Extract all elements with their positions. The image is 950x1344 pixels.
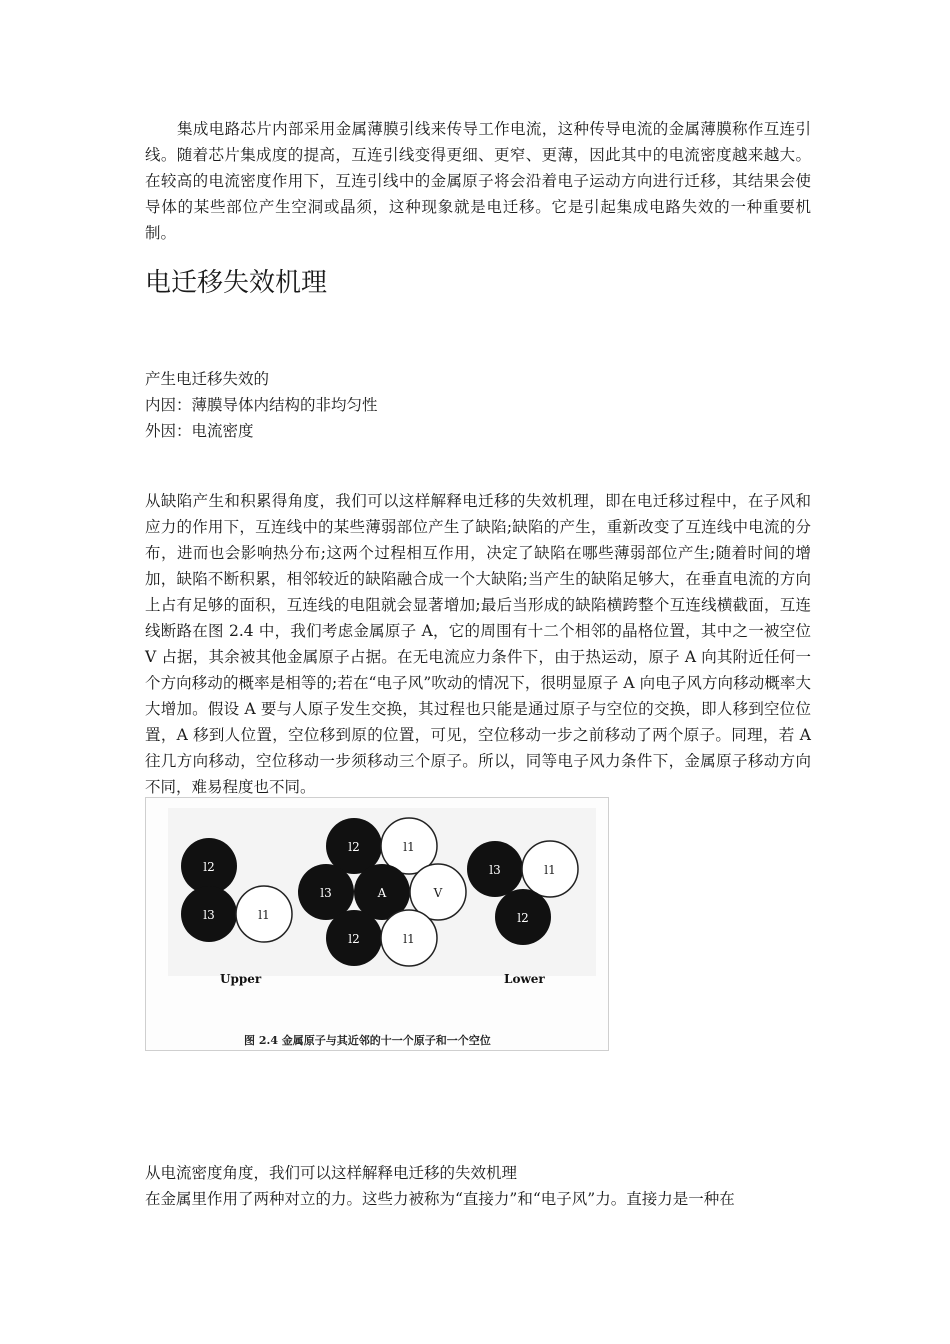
label-l2-lower: l2 <box>517 911 529 925</box>
label-l1-bottom: l1 <box>403 932 415 946</box>
causes-title: 产生电迁移失效的 <box>145 370 270 388</box>
label-l1-upper: l1 <box>258 908 270 922</box>
label-l3-lower: l3 <box>489 863 501 877</box>
density-line: 从电流密度角度，我们可以这样解释电迁移的失效机理 <box>145 1164 518 1182</box>
label-l1-lower: l1 <box>544 863 556 877</box>
section-heading: 电迁移失效机理 <box>145 268 328 298</box>
atom-diagram <box>146 798 608 1050</box>
lower-label: Lower <box>504 972 545 986</box>
atom-vacancy-figure <box>145 797 609 1051</box>
label-v: V <box>433 886 443 900</box>
label-l2-upper: l2 <box>203 860 215 874</box>
internal-cause: 内因：薄膜导体内结构的非均匀性 <box>145 396 378 414</box>
external-cause: 外因：电流密度 <box>145 422 254 440</box>
forces-paragraph: 在金属里作用了两种对立的力。这些力被称为“直接力”和“电子风”力。直接力是一种在 <box>145 1190 735 1208</box>
label-l3-center: l3 <box>320 886 332 900</box>
label-l1-top: l1 <box>403 840 415 854</box>
label-a: A <box>377 886 387 900</box>
label-l2-bottom: l2 <box>348 932 360 946</box>
figure-caption: 图 2.4 金属原子与其近邻的十一个原子和一个空位 <box>244 1034 491 1047</box>
label-l3-upper: l3 <box>203 908 215 922</box>
label-l2-top: l2 <box>348 840 360 854</box>
intro-paragraph: 集成电路芯片内部采用金属薄膜引线来传导工作电流，这种传导电流的金属薄膜称作互连引线。随着芯片集成度的提高，互连引线变得更细、更窄、更薄，因此其中的电流密度越来越大。在较高的电流密度作用下，互连引线中的金属原子将会沿着电子运动方向进行迁移，其结果会使导体的某些部位产生空洞或晶须，这种现象就是电迁移。它是引起集成电路失效的一种重要机制。 <box>145 120 811 242</box>
defect-paragraph: 从缺陷产生和积累得角度，我们可以这样解释电迁移的失效机理，即在电迁移过程中，在子风和应力的作用下，互连线中的某些薄弱部位产生了缺陷;缺陷的产生，重新改变了互连线中电流的分布，进而也会影响热分布;这两个过程相互作用，决定了缺陷在哪些薄弱部位产生;随着时间的增加，缺陷不断积累，相邻较近的缺陷融合成一个大缺陷;当产生的缺陷足够大，在垂直电流的方向上占有足够的面积，互连线的电阻就会显著增加;最后当形成的缺陷横跨整个互连线横截面，互连线断路在图 2.4 中，我们考虑金属原子 A，它的周围有十二个相邻的晶格位置，其中之一被空位 V 占据，其余被其他金属原子占据。在无电流应力条件下，由于热运动，原子 A 向其附近任何一个方向移动的概率是相等的;若在“电子风”吹动的情况下，很明显原子 A 向电子风方向移动概率大大增加。假设 A 要与人原子发生交换，其过程也只能是通过原子与空位的交换，即人移到空位位置，A 移到人位置，空位移到原的位置，可见，空位移动一步之前移动了两个原子。同理，若 A 往几方向移动，空位移动一步须移动三个原子。所以，同等电子风力条件下，金属原子移动方向不同，难易程度也不同。 <box>145 492 811 796</box>
upper-label: Upper <box>220 972 262 986</box>
